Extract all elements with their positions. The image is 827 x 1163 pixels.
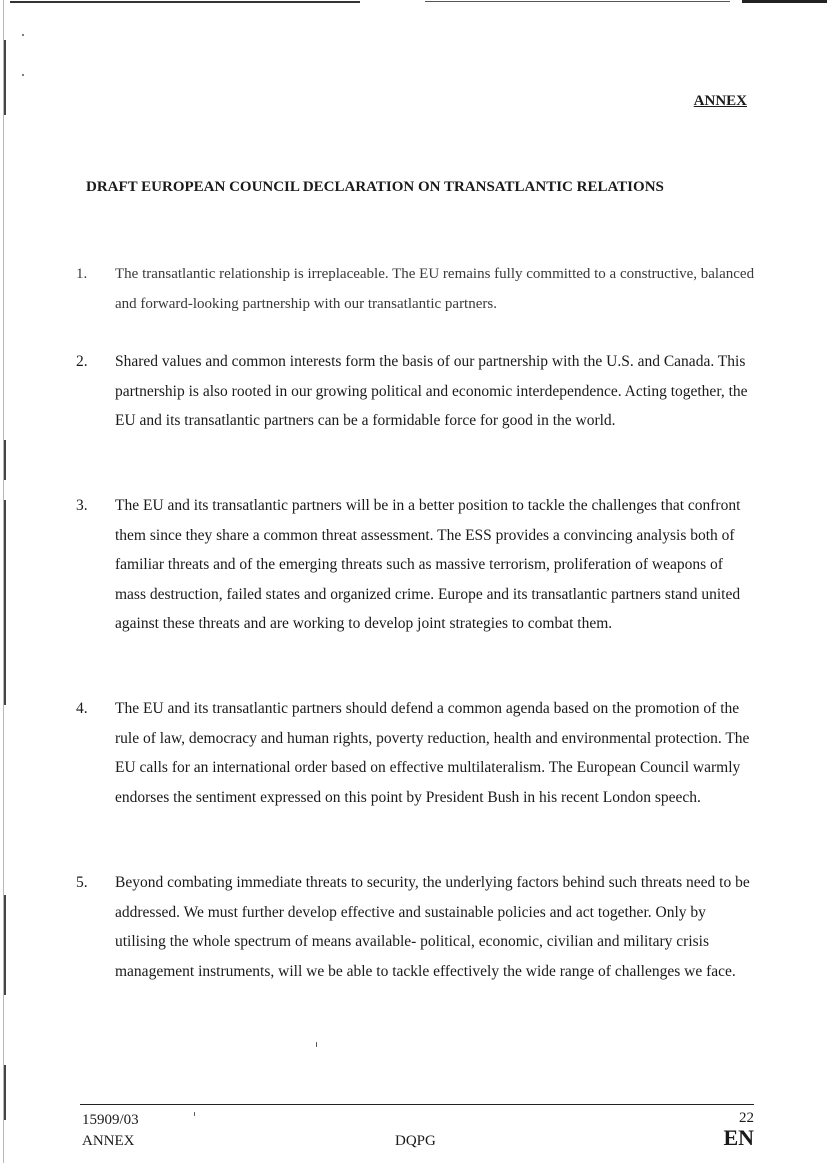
paragraph-text: The EU and its transatlantic partners should defend a common agenda based on the promotion of the rule of law, democracy and human rights, poverty reduction, health and environmental protection. The EU calls for an international order based on effective multilateralism. The European Council warmly endorses the sentiment expressed on this point by President Bush in his recent London speech. xyxy=(115,700,750,806)
scan-edge-mark xyxy=(4,440,6,480)
footer-annex: ANNEX xyxy=(82,1133,135,1149)
document-title: DRAFT EUROPEAN COUNCIL DECLARATION ON TRANSATLANTIC RELATIONS xyxy=(86,179,664,195)
paragraph-text: The transatlantic relationship is irreplaceable. The EU remains fully committed to a constructive, balanced and forward-looking partnership with our transatlantic partners. xyxy=(115,266,755,312)
scan-rule-top-left xyxy=(10,1,360,3)
scan-edge-mark xyxy=(4,895,6,995)
scan-speck xyxy=(22,74,24,76)
paragraph-number: 2. xyxy=(76,353,88,370)
scan-rule-top-right xyxy=(742,0,827,3)
footer-rule xyxy=(80,1104,754,1105)
paragraph-number: 4. xyxy=(76,700,88,717)
scan-speck xyxy=(22,34,24,36)
paragraph-number: 5. xyxy=(76,874,88,891)
paragraph-text: Shared values and common interests form the basis of our partnership with the U.S. and Canada. This partnership is also rooted in our growing political and economic interdependence. Acting together, the EU and its transatlantic partners can be a formidable force for good in the world. xyxy=(115,353,748,429)
scan-speck xyxy=(316,1042,317,1047)
footer-department: DQPG xyxy=(395,1133,436,1149)
paragraph-number: 1. xyxy=(76,266,88,282)
paragraph-text: Beyond combating immediate threats to security, the underlying factors behind such threats need to be addressed. We must further develop effective and sustainable policies and act together. Only by utilising the whole spectrum of means available- political, economic, civilian and military crisis management instruments, will we be able to tackle effectively the wide range of challenges we face. xyxy=(115,874,750,980)
annex-heading: ANNEX xyxy=(693,93,747,109)
footer-reference: 15909/03 xyxy=(82,1112,139,1128)
scan-edge-mark xyxy=(4,40,6,115)
scan-edge-mark xyxy=(4,1065,6,1120)
scan-edge-mark xyxy=(4,500,6,705)
paragraph-text: The EU and its transatlantic partners will be in a better position to tackle the challenges that confront them since they share a common threat assessment. The ESS provides a convincing analysis both of familiar threats and of the emerging threats such as massive terrorism, proliferation of weapons of mass destruction, failed states and organized crime. Europe and its transatlantic partners stand united against these threats and are working to develop joint strategies to combat them. xyxy=(115,497,741,632)
footer-page-number: 22 xyxy=(739,1110,754,1126)
scan-rule-top-mid xyxy=(425,1,730,2)
scan-speck xyxy=(194,1112,195,1116)
footer-language: EN xyxy=(723,1125,754,1150)
paragraph-number: 3. xyxy=(76,497,88,514)
